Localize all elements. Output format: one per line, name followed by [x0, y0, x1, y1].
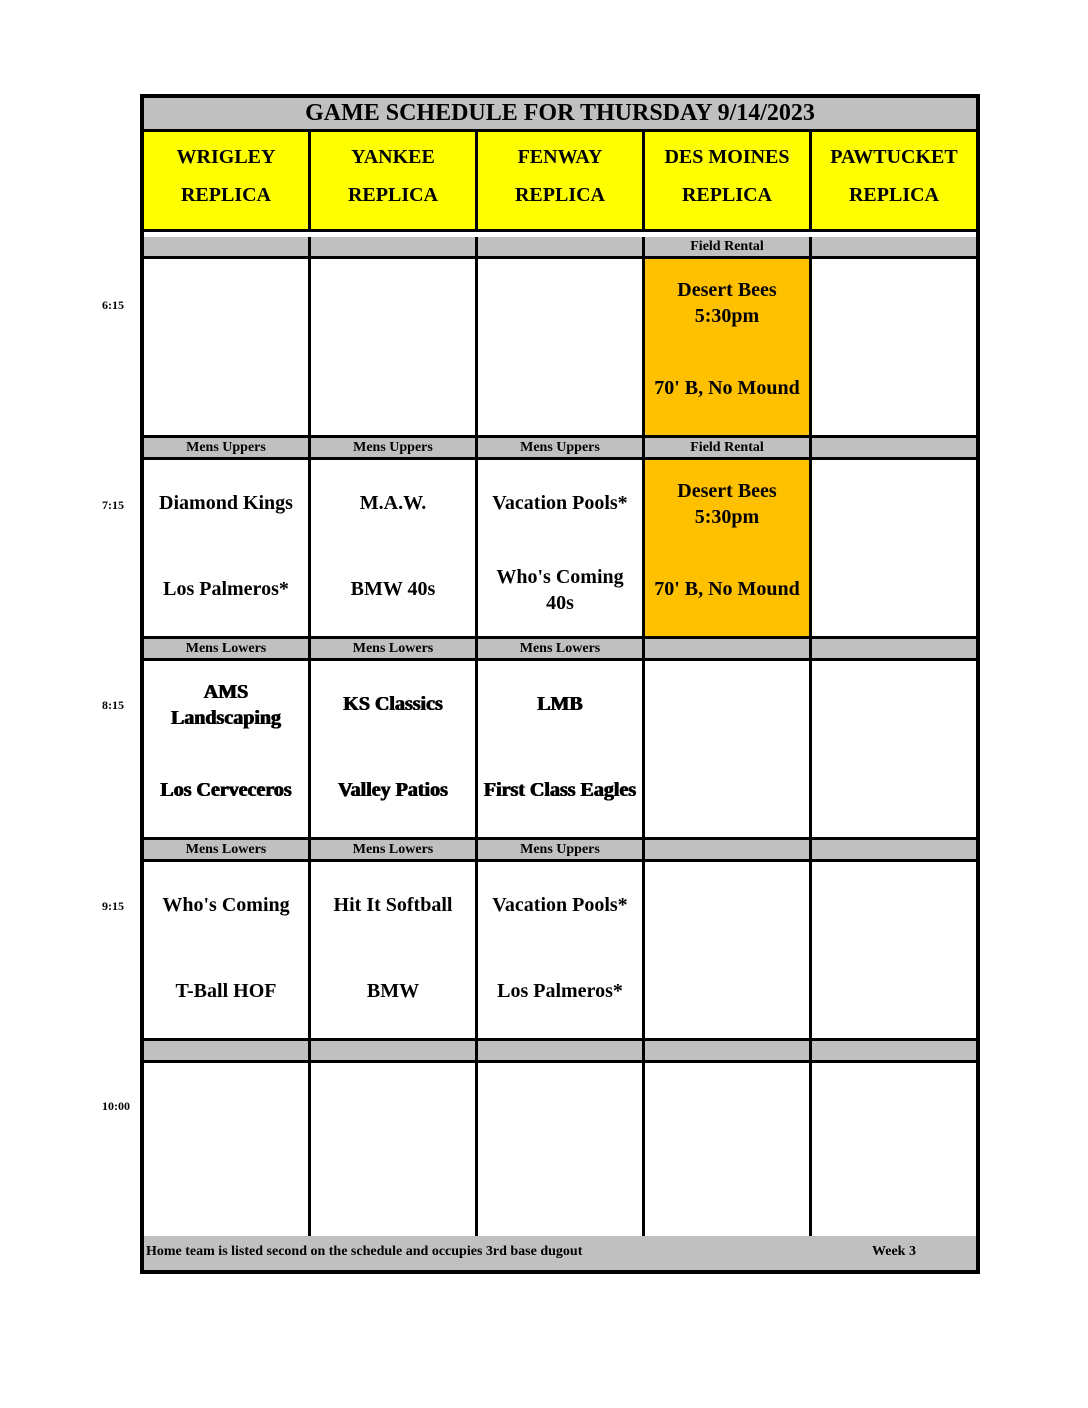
game-cell [645, 862, 812, 1041]
field-header-pawtucket [812, 132, 976, 232]
away-team: Vacation Pools* [492, 492, 628, 514]
rental-note: 70' B, No Mound [654, 578, 800, 600]
away-team: Diamond Kings [159, 492, 293, 514]
division-label: Mens Uppers [478, 840, 645, 862]
division-label [645, 840, 812, 862]
field-sub: REPLICA [180, 184, 271, 206]
game-cell [311, 1063, 478, 1242]
away-team: LMB [537, 693, 583, 715]
division-label [812, 237, 976, 259]
game-cell [311, 460, 478, 639]
home-team: BMW [366, 980, 420, 1002]
game-cell [144, 862, 311, 1041]
field-name: DES MOINES [664, 146, 790, 168]
division-label [311, 237, 478, 259]
game-cell [478, 460, 645, 639]
division-label: Mens Lowers [144, 639, 311, 661]
division-label [812, 639, 976, 661]
game-cell-field-rental [645, 460, 812, 639]
away-team: KS Classics [343, 693, 443, 715]
time-label-815: 8:15 [102, 698, 124, 712]
division-label: Mens Lowers [311, 639, 478, 661]
field-name: PAWTUCKET [830, 146, 958, 168]
away-team: Who's Coming [162, 894, 290, 916]
home-team: Los Cerveceros [160, 779, 292, 801]
game-cell [645, 661, 812, 840]
time-label-915: 9:15 [102, 899, 124, 913]
game-cell [478, 661, 645, 840]
division-label [645, 639, 812, 661]
division-label [311, 1041, 478, 1063]
away-team: M.A.W. [359, 492, 427, 514]
time-label-615: 6:15 [102, 298, 124, 312]
game-cell [812, 460, 976, 639]
away-team: Vacation Pools* [492, 894, 628, 916]
away-team: Hit It Softball [333, 894, 453, 916]
field-sub: REPLICA [848, 184, 939, 206]
division-label [144, 237, 311, 259]
time-label-715: 7:15 [102, 498, 124, 512]
game-cell [311, 661, 478, 840]
game-cell [311, 862, 478, 1041]
field-sub: REPLICA [514, 184, 605, 206]
division-label: Mens Lowers [311, 840, 478, 862]
game-cell [144, 1063, 311, 1242]
division-label [812, 438, 976, 460]
home-team: Los Palmeros* [163, 578, 289, 600]
away-team: AMS Landscaping [170, 681, 282, 729]
division-label: Field Rental [645, 237, 812, 259]
home-team-note: Home team is listed second on the schedule and occupies 3rd base dugout [146, 1244, 583, 1259]
home-team: Who's Coming 40s [496, 566, 624, 614]
game-cell-field-rental [645, 259, 812, 438]
game-cell [478, 259, 645, 438]
field-name: YANKEE [351, 146, 435, 168]
game-cell [478, 862, 645, 1041]
game-cell [478, 1063, 645, 1242]
home-team: First Class Eagles [483, 779, 637, 801]
division-label [645, 1041, 812, 1063]
division-label: Mens Lowers [478, 639, 645, 661]
home-team: Valley Patios [338, 779, 448, 801]
division-label: Field Rental [645, 438, 812, 460]
home-team: BMW 40s [350, 578, 436, 600]
division-label: Mens Uppers [144, 438, 311, 460]
game-cell [812, 259, 976, 438]
game-cell [812, 862, 976, 1041]
division-label [478, 1041, 645, 1063]
rental-team: Desert Bees 5:30pm [677, 480, 777, 528]
game-cell [144, 661, 311, 840]
time-label-1000: 10:00 [102, 1099, 130, 1113]
field-name: FENWAY [517, 146, 603, 168]
field-name: WRIGLEY [176, 146, 276, 168]
game-cell [645, 1063, 812, 1242]
game-cell [144, 259, 311, 438]
rental-team: Desert Bees 5:30pm [677, 279, 777, 327]
home-team: Los Palmeros* [497, 980, 623, 1002]
division-label: Mens Uppers [478, 438, 645, 460]
division-label [812, 840, 976, 862]
division-label [812, 1041, 976, 1063]
home-team: T-Ball HOF [175, 980, 277, 1002]
division-label [144, 1041, 311, 1063]
field-header-fenway [478, 132, 645, 232]
game-cell [311, 259, 478, 438]
schedule-title: GAME SCHEDULE FOR THURSDAY 9/14/2023 [144, 98, 976, 132]
schedule-footer [144, 1236, 976, 1270]
field-sub: REPLICA [347, 184, 438, 206]
schedule-grid [140, 94, 980, 1274]
field-header-des-moines [645, 132, 812, 232]
field-sub: REPLICA [681, 184, 772, 206]
field-header-wrigley [144, 132, 311, 232]
division-label: Mens Uppers [311, 438, 478, 460]
game-cell [144, 460, 311, 639]
game-cell [812, 661, 976, 840]
field-header-yankee [311, 132, 478, 232]
division-label [478, 237, 645, 259]
game-cell [812, 1063, 976, 1242]
week-label: Week 3 [872, 1244, 916, 1259]
rental-note: 70' B, No Mound [654, 377, 800, 399]
division-label: Mens Lowers [144, 840, 311, 862]
